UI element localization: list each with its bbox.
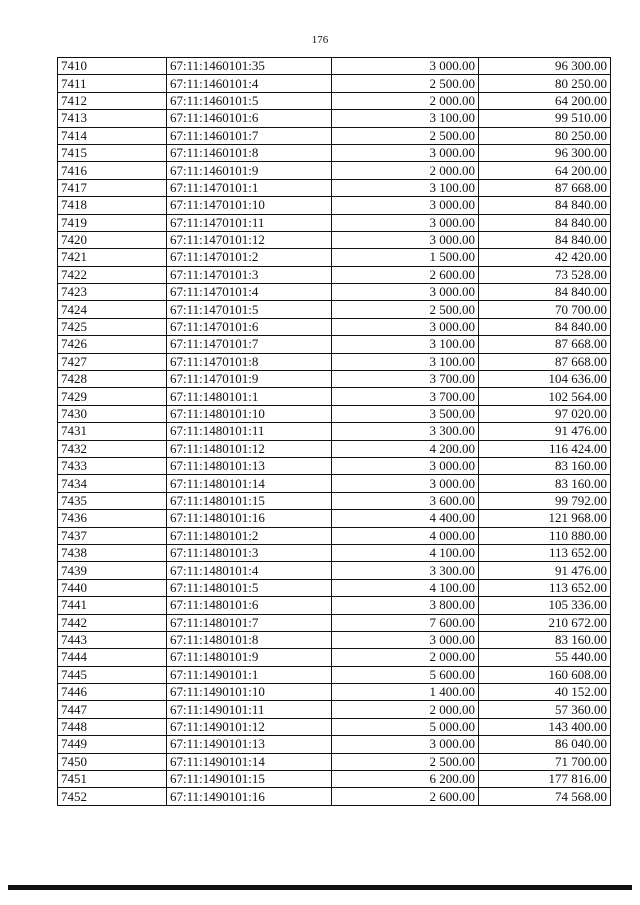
row-number-cell: 7415 — [58, 144, 167, 161]
cadastral-number-cell: 67:11:1490101:14 — [167, 753, 332, 770]
area-cell: 2 000.00 — [332, 162, 479, 179]
table-row — [58, 284, 611, 301]
area-cell: 3 800.00 — [332, 597, 479, 614]
row-number-cell: 7444 — [58, 649, 167, 666]
cadastral-number-cell: 67:11:1460101:5 — [167, 92, 332, 109]
row-number-cell: 7435 — [58, 492, 167, 509]
row-number-cell: 7430 — [58, 405, 167, 422]
cadastral-number-cell: 67:11:1460101:7 — [167, 127, 332, 144]
row-number-cell: 7425 — [58, 318, 167, 335]
table-body — [58, 58, 611, 806]
table-row — [58, 631, 611, 648]
area-cell: 3 000.00 — [332, 318, 479, 335]
row-number-cell: 7416 — [58, 162, 167, 179]
row-number-cell: 7446 — [58, 684, 167, 701]
row-number-cell: 7429 — [58, 388, 167, 405]
row-number-cell: 7433 — [58, 457, 167, 474]
cadastral-value-cell: 83 160.00 — [479, 475, 611, 492]
cadastral-value-cell: 64 200.00 — [479, 162, 611, 179]
cadastral-value-cell: 40 152.00 — [479, 684, 611, 701]
cadastral-number-cell: 67:11:1470101:3 — [167, 266, 332, 283]
cadastral-value-cell: 64 200.00 — [479, 92, 611, 109]
cadastral-number-cell: 67:11:1480101:4 — [167, 562, 332, 579]
area-cell: 4 400.00 — [332, 510, 479, 527]
cadastral-number-cell: 67:11:1480101:9 — [167, 649, 332, 666]
area-cell: 3 100.00 — [332, 336, 479, 353]
area-cell: 3 000.00 — [332, 231, 479, 248]
row-number-cell: 7426 — [58, 336, 167, 353]
area-cell: 3 700.00 — [332, 388, 479, 405]
cadastral-number-cell: 67:11:1470101:5 — [167, 301, 332, 318]
table-row — [58, 649, 611, 666]
cadastral-value-cell: 143 400.00 — [479, 718, 611, 735]
table-row — [58, 440, 611, 457]
table-row — [58, 597, 611, 614]
area-cell: 2 000.00 — [332, 649, 479, 666]
cadastral-number-cell: 67:11:1460101:6 — [167, 110, 332, 127]
cadastral-number-cell: 67:11:1480101:15 — [167, 492, 332, 509]
table-row — [58, 684, 611, 701]
row-number-cell: 7438 — [58, 544, 167, 561]
row-number-cell: 7423 — [58, 284, 167, 301]
area-cell: 5 000.00 — [332, 718, 479, 735]
cadastral-value-cell: 104 636.00 — [479, 371, 611, 388]
table-row — [58, 666, 611, 683]
area-cell: 3 000.00 — [332, 736, 479, 753]
cadastral-number-cell: 67:11:1470101:6 — [167, 318, 332, 335]
cadastral-value-cell: 97 020.00 — [479, 405, 611, 422]
table-row — [58, 110, 611, 127]
row-number-cell: 7431 — [58, 423, 167, 440]
cadastral-value-cell: 116 424.00 — [479, 440, 611, 457]
cadastral-value-cell: 102 564.00 — [479, 388, 611, 405]
page-number: 176 — [311, 34, 329, 46]
area-cell: 3 000.00 — [332, 457, 479, 474]
area-cell: 2 600.00 — [332, 788, 479, 805]
cadastral-number-cell: 67:11:1480101:8 — [167, 631, 332, 648]
cadastral-number-cell: 67:11:1480101:11 — [167, 423, 332, 440]
cadastral-number-cell: 67:11:1480101:7 — [167, 614, 332, 631]
row-number-cell: 7439 — [58, 562, 167, 579]
row-number-cell: 7448 — [58, 718, 167, 735]
cadastral-number-cell: 67:11:1480101:6 — [167, 597, 332, 614]
table-row — [58, 266, 611, 283]
row-number-cell: 7418 — [58, 197, 167, 214]
cadastral-value-table — [57, 57, 611, 806]
area-cell: 4 100.00 — [332, 579, 479, 596]
table-row — [58, 562, 611, 579]
table-row — [58, 214, 611, 231]
cadastral-value-cell: 74 568.00 — [479, 788, 611, 805]
cadastral-number-cell: 67:11:1470101:8 — [167, 353, 332, 370]
cadastral-number-cell: 67:11:1490101:15 — [167, 771, 332, 788]
cadastral-number-cell: 67:11:1480101:14 — [167, 475, 332, 492]
cadastral-value-cell: 83 160.00 — [479, 457, 611, 474]
row-number-cell: 7434 — [58, 475, 167, 492]
row-number-cell: 7412 — [58, 92, 167, 109]
cadastral-value-cell: 99 792.00 — [479, 492, 611, 509]
area-cell: 4 000.00 — [332, 527, 479, 544]
row-number-cell: 7451 — [58, 771, 167, 788]
cadastral-number-cell: 67:11:1470101:2 — [167, 249, 332, 266]
table-row — [58, 492, 611, 509]
row-number-cell: 7421 — [58, 249, 167, 266]
table-row — [58, 457, 611, 474]
row-number-cell: 7427 — [58, 353, 167, 370]
cadastral-number-cell: 67:11:1470101:1 — [167, 179, 332, 196]
table-row — [58, 544, 611, 561]
cadastral-value-cell: 87 668.00 — [479, 336, 611, 353]
row-number-cell: 7436 — [58, 510, 167, 527]
cadastral-value-cell: 87 668.00 — [479, 353, 611, 370]
area-cell: 3 000.00 — [332, 284, 479, 301]
row-number-cell: 7443 — [58, 631, 167, 648]
cadastral-value-cell: 91 476.00 — [479, 562, 611, 579]
area-cell: 6 200.00 — [332, 771, 479, 788]
area-cell: 4 200.00 — [332, 440, 479, 457]
row-number-cell: 7449 — [58, 736, 167, 753]
area-cell: 3 000.00 — [332, 214, 479, 231]
cadastral-value-cell: 113 652.00 — [479, 579, 611, 596]
cadastral-value-cell: 42 420.00 — [479, 249, 611, 266]
cadastral-number-cell: 67:11:1480101:2 — [167, 527, 332, 544]
cadastral-value-cell: 210 672.00 — [479, 614, 611, 631]
table-row — [58, 718, 611, 735]
table-row — [58, 388, 611, 405]
cadastral-number-cell: 67:11:1460101:35 — [167, 58, 332, 75]
area-cell: 1 500.00 — [332, 249, 479, 266]
row-number-cell: 7417 — [58, 179, 167, 196]
cadastral-number-cell: 67:11:1480101:16 — [167, 510, 332, 527]
area-cell: 2 500.00 — [332, 75, 479, 92]
table-row — [58, 405, 611, 422]
area-cell: 1 400.00 — [332, 684, 479, 701]
cadastral-value-cell: 105 336.00 — [479, 597, 611, 614]
table-row — [58, 510, 611, 527]
table-row — [58, 162, 611, 179]
area-cell: 3 000.00 — [332, 144, 479, 161]
area-cell: 2 500.00 — [332, 301, 479, 318]
row-number-cell: 7411 — [58, 75, 167, 92]
row-number-cell: 7414 — [58, 127, 167, 144]
table-row — [58, 353, 611, 370]
row-number-cell: 7420 — [58, 231, 167, 248]
area-cell: 3 000.00 — [332, 475, 479, 492]
cadastral-number-cell: 67:11:1490101:16 — [167, 788, 332, 805]
table-row — [58, 301, 611, 318]
cadastral-value-cell: 71 700.00 — [479, 753, 611, 770]
cadastral-number-cell: 67:11:1470101:7 — [167, 336, 332, 353]
row-number-cell: 7441 — [58, 597, 167, 614]
cadastral-number-cell: 67:11:1470101:10 — [167, 197, 332, 214]
row-number-cell: 7424 — [58, 301, 167, 318]
area-cell: 3 700.00 — [332, 371, 479, 388]
cadastral-number-cell: 67:11:1470101:4 — [167, 284, 332, 301]
area-cell: 7 600.00 — [332, 614, 479, 631]
area-cell: 3 100.00 — [332, 110, 479, 127]
area-cell: 2 000.00 — [332, 92, 479, 109]
area-cell: 3 500.00 — [332, 405, 479, 422]
cadastral-value-cell: 73 528.00 — [479, 266, 611, 283]
row-number-cell: 7447 — [58, 701, 167, 718]
cadastral-number-cell: 67:11:1480101:12 — [167, 440, 332, 457]
table-row — [58, 771, 611, 788]
cadastral-value-cell: 84 840.00 — [479, 318, 611, 335]
cadastral-value-cell: 84 840.00 — [479, 231, 611, 248]
cadastral-number-cell: 67:11:1460101:4 — [167, 75, 332, 92]
cadastral-value-cell: 177 816.00 — [479, 771, 611, 788]
area-cell: 4 100.00 — [332, 544, 479, 561]
table-row — [58, 75, 611, 92]
cadastral-number-cell: 67:11:1470101:9 — [167, 371, 332, 388]
row-number-cell: 7419 — [58, 214, 167, 231]
cadastral-value-cell: 99 510.00 — [479, 110, 611, 127]
cadastral-number-cell: 67:11:1460101:9 — [167, 162, 332, 179]
row-number-cell: 7428 — [58, 371, 167, 388]
cadastral-value-cell: 86 040.00 — [479, 736, 611, 753]
table-row — [58, 318, 611, 335]
cadastral-value-cell: 83 160.00 — [479, 631, 611, 648]
area-cell: 2 000.00 — [332, 701, 479, 718]
cadastral-value-cell: 80 250.00 — [479, 75, 611, 92]
row-number-cell: 7442 — [58, 614, 167, 631]
area-cell: 2 600.00 — [332, 266, 479, 283]
table-row — [58, 423, 611, 440]
cadastral-value-cell: 121 968.00 — [479, 510, 611, 527]
row-number-cell: 7422 — [58, 266, 167, 283]
cadastral-value-cell: 96 300.00 — [479, 144, 611, 161]
table-row — [58, 197, 611, 214]
table-row — [58, 336, 611, 353]
area-cell: 3 300.00 — [332, 562, 479, 579]
row-number-cell: 7410 — [58, 58, 167, 75]
cadastral-value-cell: 113 652.00 — [479, 544, 611, 561]
table-row — [58, 701, 611, 718]
cadastral-number-cell: 67:11:1470101:11 — [167, 214, 332, 231]
table-row — [58, 788, 611, 805]
cadastral-number-cell: 67:11:1480101:3 — [167, 544, 332, 561]
cadastral-number-cell: 67:11:1480101:13 — [167, 457, 332, 474]
area-cell: 5 600.00 — [332, 666, 479, 683]
cadastral-value-cell: 57 360.00 — [479, 701, 611, 718]
cadastral-number-cell: 67:11:1480101:10 — [167, 405, 332, 422]
area-cell: 3 000.00 — [332, 58, 479, 75]
row-number-cell: 7452 — [58, 788, 167, 805]
table-row — [58, 371, 611, 388]
cadastral-number-cell: 67:11:1490101:13 — [167, 736, 332, 753]
cadastral-number-cell: 67:11:1480101:5 — [167, 579, 332, 596]
row-number-cell: 7432 — [58, 440, 167, 457]
area-cell: 2 500.00 — [332, 753, 479, 770]
cadastral-number-cell: 67:11:1490101:12 — [167, 718, 332, 735]
bottom-rule — [8, 885, 632, 890]
area-cell: 3 100.00 — [332, 353, 479, 370]
row-number-cell: 7413 — [58, 110, 167, 127]
table-row — [58, 179, 611, 196]
table-row — [58, 249, 611, 266]
table-row — [58, 736, 611, 753]
table-row — [58, 92, 611, 109]
table-row — [58, 58, 611, 75]
cadastral-value-cell: 84 840.00 — [479, 197, 611, 214]
cadastral-number-cell: 67:11:1470101:12 — [167, 231, 332, 248]
area-cell: 3 000.00 — [332, 631, 479, 648]
table-row — [58, 144, 611, 161]
table-row — [58, 753, 611, 770]
cadastral-value-cell: 84 840.00 — [479, 284, 611, 301]
row-number-cell: 7450 — [58, 753, 167, 770]
area-cell: 3 100.00 — [332, 179, 479, 196]
area-cell: 3 600.00 — [332, 492, 479, 509]
cadastral-number-cell: 67:11:1480101:1 — [167, 388, 332, 405]
cadastral-value-cell: 110 880.00 — [479, 527, 611, 544]
table-row — [58, 475, 611, 492]
cadastral-value-cell: 70 700.00 — [479, 301, 611, 318]
table-row — [58, 579, 611, 596]
table-row — [58, 231, 611, 248]
cadastral-value-cell: 160 608.00 — [479, 666, 611, 683]
table-row — [58, 527, 611, 544]
cadastral-value-cell: 87 668.00 — [479, 179, 611, 196]
table-row — [58, 614, 611, 631]
cadastral-number-cell: 67:11:1460101:8 — [167, 144, 332, 161]
table-row — [58, 127, 611, 144]
cadastral-value-cell: 84 840.00 — [479, 214, 611, 231]
area-cell: 2 500.00 — [332, 127, 479, 144]
row-number-cell: 7440 — [58, 579, 167, 596]
area-cell: 3 300.00 — [332, 423, 479, 440]
cadastral-number-cell: 67:11:1490101:10 — [167, 684, 332, 701]
cadastral-value-cell: 80 250.00 — [479, 127, 611, 144]
cadastral-value-cell: 96 300.00 — [479, 58, 611, 75]
cadastral-number-cell: 67:11:1490101:11 — [167, 701, 332, 718]
row-number-cell: 7445 — [58, 666, 167, 683]
area-cell: 3 000.00 — [332, 197, 479, 214]
cadastral-value-cell: 55 440.00 — [479, 649, 611, 666]
cadastral-number-cell: 67:11:1490101:1 — [167, 666, 332, 683]
row-number-cell: 7437 — [58, 527, 167, 544]
cadastral-value-cell: 91 476.00 — [479, 423, 611, 440]
